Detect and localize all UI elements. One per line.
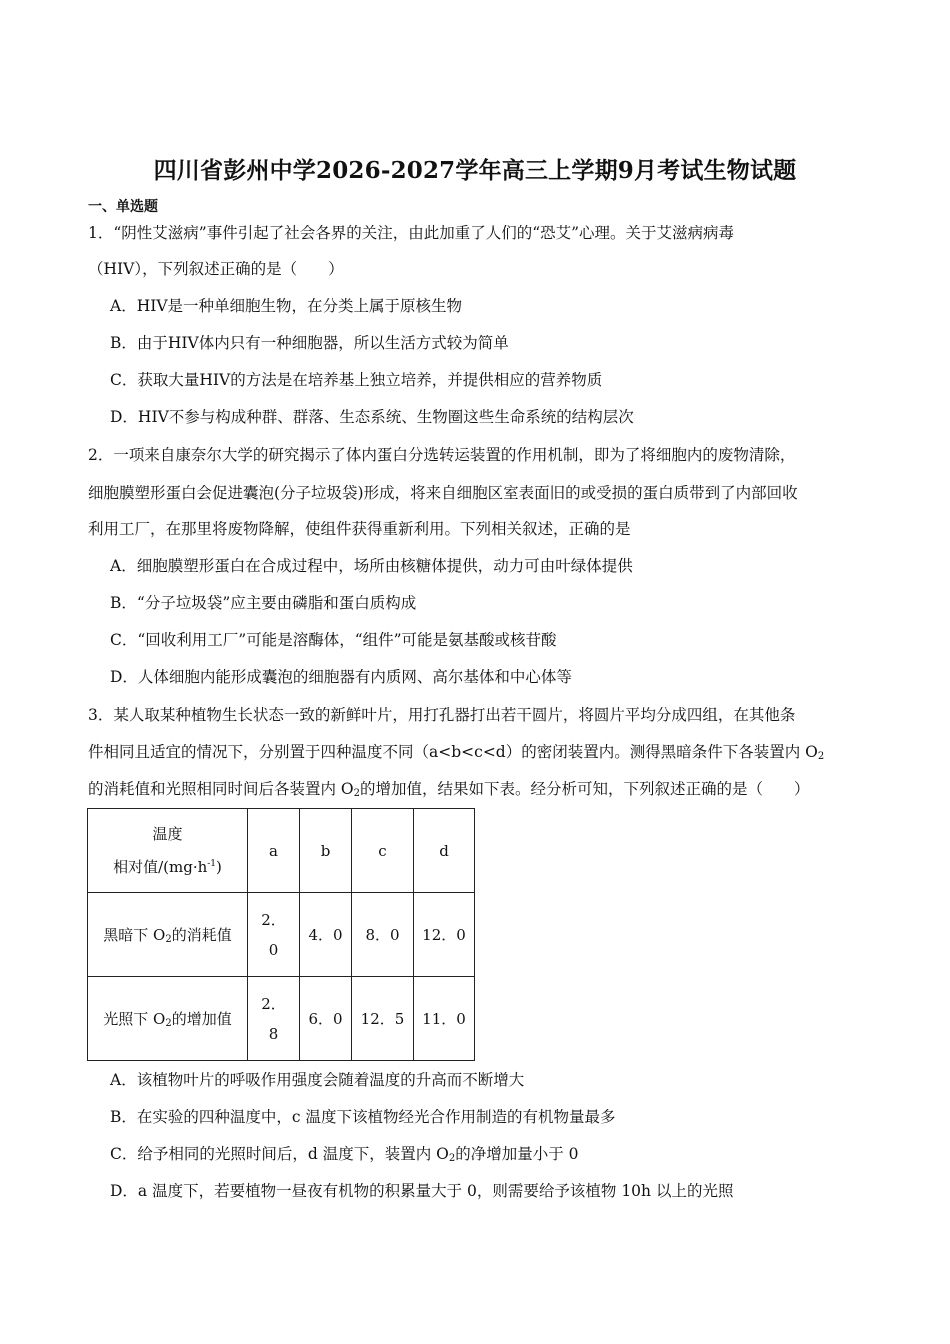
q1-option-b[interactable]: B．由于HIV体内只有一种细胞器，所以生活方式较为简单 [110,334,509,352]
table-row [88,893,475,977]
q3-option-d[interactable]: D．a 温度下，若要植物一昼夜有机物的积累量大于 0，则需要给予该植物 10h 以上的光照 [110,1182,734,1200]
table-cell: 4．0 [300,893,352,977]
table-cell: 12．0 [414,893,475,977]
q2-stem-line-3: 利用工厂，在那里将废物降解，使组件获得重新利用。下列相关叙述，正确的是 [88,520,631,538]
q3-option-a[interactable]: A．该植物叶片的呼吸作用强度会随着温度的升高而不断增大 [110,1071,525,1089]
table-header-row [88,809,475,893]
table-header-label: 温度 相对值$/(mg\cdot h^{-1})$ [88,809,248,893]
section-heading: 一、单选题 [88,199,158,215]
table-cell: 2． 0 [248,893,300,977]
table-cell: 12．5 [352,977,414,1061]
table-col-a: a [248,809,300,893]
table-cell: 6．0 [300,977,352,1061]
table-col-c: c [352,809,414,893]
table-row [88,977,475,1061]
table-col-d: d [414,809,475,893]
q2-option-b[interactable]: B．“分子垃圾袋”应主要由磷脂和蛋白质构成 [110,594,417,612]
q3-stem-line-2: 件相同且适宜的情况下，分别置于四种温度不同（a<b<c<d）的密闭装置内。测得黑暗条件下各装置内 $O_2$ [88,743,825,762]
table-cell: 2． 8 [248,977,300,1061]
q2-option-d[interactable]: D．人体细胞内能形成囊泡的细胞器有内质网、高尔基体和中心体等 [110,668,572,686]
table-cell: 11．0 [414,977,475,1061]
q3-option-c[interactable]: C．给予相同的光照时间后，d 温度下，装置内 $O_2$的净增加量小于 0 [110,1145,579,1164]
table-col-b: b [300,809,352,893]
q2-stem-line-2: 细胞膜塑形蛋白会促进囊泡(分子垃圾袋)形成，将来自细胞区室表面旧的或受损的蛋白质带到了内部回收 [88,484,798,502]
table-row-label-light: 光照下 $O_2$的增加值 [88,977,248,1061]
q3-stem-line-1: 3．某人取某种植物生长状态一致的新鲜叶片，用打孔器打出若干圆片，将圆片平均分成四组，在其他条 [88,706,796,724]
document-title: 四川省彭州中学2026-2027学年高三上学期9月考试生物试题 [153,157,797,184]
q1-option-a[interactable]: A．HIV是一种单细胞生物，在分类上属于原核生物 [110,297,463,315]
q1-option-c[interactable]: C．获取大量HIV的方法是在培养基上独立培养，并提供相应的营养物质 [110,371,603,389]
q3-stem-line-3: 的消耗值和光照相同时间后各装置内 $O_2$的增加值，结果如下表。经分析可知，下列叙述正确的是（ ） [88,780,810,799]
q3-option-b[interactable]: B．在实验的四种温度中，c 温度下该植物经光合作用制造的有机物量最多 [110,1108,616,1126]
table-row-label-dark: 黑暗下 $O_2$的消耗值 [88,893,248,977]
q1-option-d[interactable]: D．HIV不参与构成种群、群落、生态系统、生物圈这些生命系统的结构层次 [110,408,634,426]
q1-stem-line-2: （HIV），下列叙述正确的是（ ） [88,260,344,278]
q2-option-c[interactable]: C．“回收利用工厂”可能是溶酶体，“组件”可能是氨基酸或核苷酸 [110,631,557,649]
q2-stem-line-1: 2．一项来自康奈尔大学的研究揭示了体内蛋白分选转运装置的作用机制，即为了将细胞内的废物清除， [88,446,796,464]
data-table [87,808,475,1061]
q2-option-a[interactable]: A．细胞膜塑形蛋白在合成过程中，场所由核糖体提供，动力可由叶绿体提供 [110,557,633,575]
table-cell: 8．0 [352,893,414,977]
q1-stem-line-1: 1．“阴性艾滋病”事件引起了社会各界的关注，由此加重了人们的“恐艾”心理。关于艾滋病病毒 [88,224,735,242]
